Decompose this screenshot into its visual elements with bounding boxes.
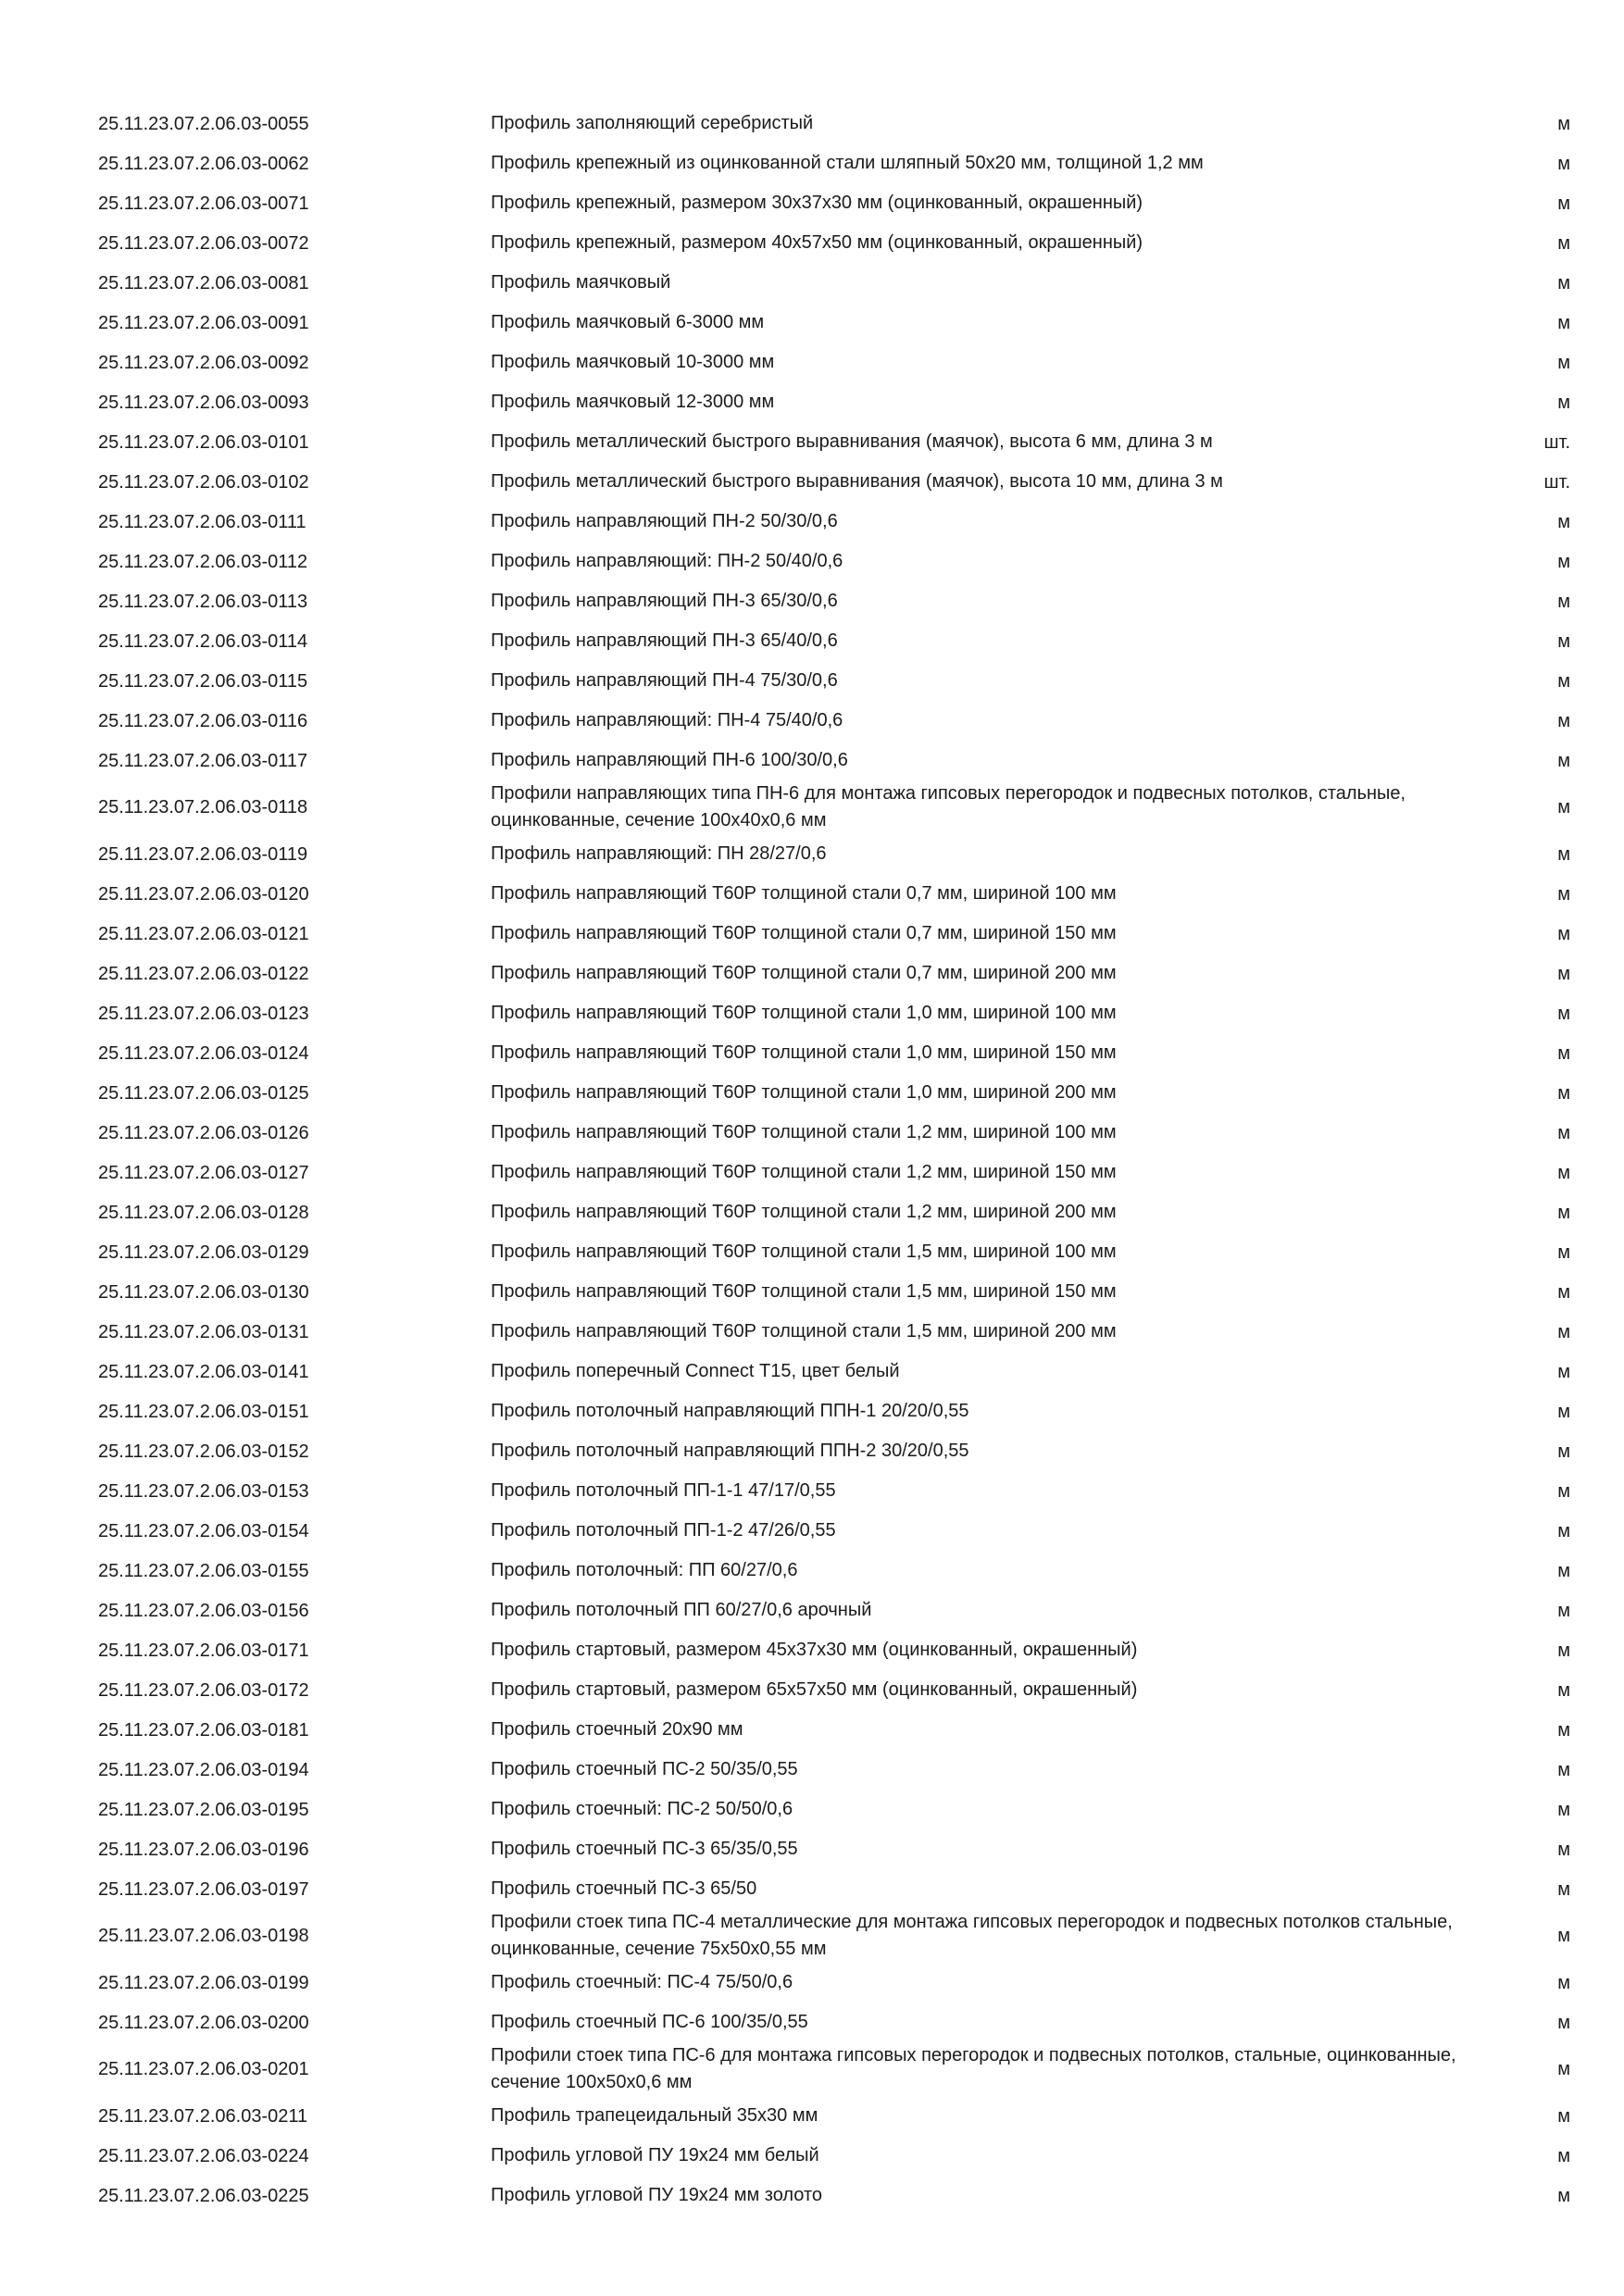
item-name: Профиль направляющий Т60Р толщиной стали 1,2 мм, шириной 200 мм [491,1202,1117,1222]
item-code: 25.11.23.07.2.06.03-0129 [98,1242,309,1263]
table-row [98,1431,1570,1471]
table-row [98,914,1570,954]
item-unit: м [1557,1799,1570,1820]
item-unit: м [1557,551,1570,572]
item-name: Профиль направляющий: ПН-2 50/40/0,6 [491,551,843,571]
table-row [98,1471,1570,1511]
item-code: 25.11.23.07.2.06.03-0194 [98,1759,309,1780]
item-unit: м [1557,352,1570,373]
item-name: Профиль стоечный 20х90 мм [491,1719,743,1740]
item-code: 25.11.23.07.2.06.03-0123 [98,1003,309,1024]
item-name: Профиль направляющий Т60Р толщиной стали 1,5 мм, шириной 150 мм [491,1281,1117,1302]
item-code: 25.11.23.07.2.06.03-0199 [98,1972,309,1993]
item-unit: м [1557,153,1570,174]
item-code: 25.11.23.07.2.06.03-0131 [98,1321,309,1342]
item-name: Профиль потолочный направляющий ППН-2 30/20/0,55 [491,1441,969,1461]
table-row [98,1312,1570,1352]
table-row [98,104,1570,144]
item-name: Профиль направляющий: ПН-4 75/40/0,6 [491,710,843,730]
item-code: 25.11.23.07.2.06.03-0115 [98,670,308,692]
item-code: 25.11.23.07.2.06.03-0124 [98,1042,309,1064]
table-row [98,343,1570,382]
item-name: Профиль стоечный ПС-3 65/50 [491,1878,757,1899]
table-row [98,661,1570,701]
item-code: 25.11.23.07.2.06.03-0101 [98,431,309,453]
item-code: 25.11.23.07.2.06.03-0111 [98,511,306,532]
table-row [98,2176,1570,2215]
table-row [98,874,1570,914]
table-row [98,741,1570,780]
item-name: Профиль направляющий ПН-2 50/30/0,6 [491,511,838,531]
item-unit: м [1557,1361,1570,1382]
table-row [98,1033,1570,1073]
item-name: Профиль угловой ПУ 19х24 мм золото [491,2185,823,2205]
item-name: Профиль стоечный: ПС-4 75/50/0,6 [491,1972,793,1992]
item-name: Профиль крепежный, размером 30х37х30 мм (оцинкованный, окрашенный) [491,193,1143,213]
item-code: 25.11.23.07.2.06.03-0081 [98,272,309,293]
item-unit: м [1557,2012,1570,2033]
item-name: Профиль потолочный: ПП 60/27/0,6 [491,1560,798,1580]
item-code: 25.11.23.07.2.06.03-0128 [98,1202,309,1223]
item-code: 25.11.23.07.2.06.03-0114 [98,630,308,652]
table-row [98,1963,1570,2003]
item-code: 25.11.23.07.2.06.03-0125 [98,1082,309,1104]
item-name: Профиль направляющий ПН-3 65/40/0,6 [491,630,838,651]
table-row [98,1073,1570,1113]
item-unit: м [1557,1839,1570,1860]
item-code: 25.11.23.07.2.06.03-0198 [98,1926,309,1946]
table-row [98,2136,1570,2176]
item-unit: м [1557,1441,1570,1462]
item-name: Профиль маячковый 6-3000 мм [491,312,765,332]
table-row [98,1391,1570,1431]
item-unit: м [1557,2185,1570,2206]
item-name: Профиль стоечный: ПС-2 50/50/0,6 [491,1799,793,1819]
item-code: 25.11.23.07.2.06.03-0093 [98,392,309,413]
item-name: Профиль стартовый, размером 65х57х50 мм (оцинкованный, окрашенный) [491,1679,1138,1700]
item-unit: м [1557,2105,1570,2127]
table-row [98,462,1570,502]
item-name: Профиль потолочный ПП-1-2 47/26/0,55 [491,1520,836,1541]
item-name: Профиль металлический быстрого выравнивания (маячок), высота 6 мм, длина 3 м [491,431,1213,452]
table-row [98,1630,1570,1670]
item-unit: м [1557,232,1570,254]
item-unit: м [1557,1640,1570,1661]
item-unit: м [1557,312,1570,333]
table-row [98,502,1570,542]
item-code: 25.11.23.07.2.06.03-0071 [98,193,309,214]
table-row [98,382,1570,422]
item-unit: м [1557,591,1570,612]
table-row [98,1591,1570,1630]
item-name: Профиль направляющий: ПН 28/27/0,6 [491,843,827,864]
item-code: 25.11.23.07.2.06.03-0092 [98,352,309,373]
materials-table [98,104,1570,2215]
item-unit: м [1557,883,1570,905]
item-name: Профили стоек типа ПС-6 для монтажа гипсовых перегородок и подвесных потолков, стальные, оцинкованные, сечение 100х50х0,6 мм [491,2045,1456,2092]
item-unit: м [1557,193,1570,214]
item-code: 25.11.23.07.2.06.03-0112 [98,551,308,572]
item-name: Профиль направляющий Т60Р толщиной стали 1,5 мм, шириной 200 мм [491,1321,1117,1341]
item-unit: м [1557,1560,1570,1581]
item-name: Профиль заполняющий серебристый [491,113,814,133]
item-unit: м [1557,1401,1570,1422]
item-code: 25.11.23.07.2.06.03-0117 [98,750,308,771]
item-name: Профиль потолочный ПП-1-1 47/17/0,55 [491,1480,836,1501]
item-code: 25.11.23.07.2.06.03-0121 [98,923,309,944]
table-row [98,542,1570,581]
table-row [98,1909,1570,1963]
item-unit: м [1557,1719,1570,1741]
table-row [98,1790,1570,1829]
table-row [98,183,1570,223]
item-unit: м [1557,923,1570,944]
item-name: Профиль поперечный Connect Т15, цвет белый [491,1361,900,1381]
table-row [98,1869,1570,1909]
item-name: Профиль маячковый 10-3000 мм [491,352,775,372]
item-name: Профиль направляющий Т60Р толщиной стали 1,0 мм, шириной 150 мм [491,1042,1117,1063]
table-row [98,2096,1570,2136]
item-code: 25.11.23.07.2.06.03-0200 [98,2012,309,2033]
item-unit: шт. [1543,471,1570,493]
item-name: Профиль маячковый [491,272,671,293]
table-row [98,954,1570,993]
item-name: Профиль крепежный, размером 40х57х50 мм (оцинкованный, окрашенный) [491,232,1143,253]
table-row [98,621,1570,661]
item-code: 25.11.23.07.2.06.03-0116 [98,710,308,731]
table-row [98,1272,1570,1312]
item-unit: м [1557,710,1570,731]
item-unit: м [1557,1759,1570,1780]
item-unit: м [1557,1162,1570,1183]
item-name: Профиль направляющий Т60Р толщиной стали 0,7 мм, шириной 150 мм [491,923,1117,943]
table-row [98,780,1570,834]
item-name: Профиль потолочный ПП 60/27/0,6 арочный [491,1600,872,1620]
item-unit: м [1557,1679,1570,1701]
table-row [98,1232,1570,1272]
item-code: 25.11.23.07.2.06.03-0118 [98,797,308,817]
item-unit: м [1557,272,1570,293]
item-unit: м [1557,1321,1570,1342]
item-unit: м [1557,1878,1570,1900]
item-unit: м [1557,1281,1570,1303]
table-row [98,1551,1570,1591]
item-unit: м [1557,1003,1570,1024]
item-unit: м [1557,670,1570,692]
item-code: 25.11.23.07.2.06.03-0195 [98,1799,309,1820]
item-code: 25.11.23.07.2.06.03-0197 [98,1878,309,1900]
item-code: 25.11.23.07.2.06.03-0113 [98,591,308,612]
item-code: 25.11.23.07.2.06.03-0181 [98,1719,309,1741]
table-row [98,1511,1570,1551]
item-code: 25.11.23.07.2.06.03-0122 [98,963,309,984]
item-code: 25.11.23.07.2.06.03-0171 [98,1640,309,1661]
table-row [98,1113,1570,1153]
table-row [98,1670,1570,1710]
item-code: 25.11.23.07.2.06.03-0130 [98,1281,309,1303]
item-unit: м [1557,843,1570,865]
item-name: Профиль направляющий Т60Р толщиной стали 0,7 мм, шириной 100 мм [491,883,1117,904]
item-code: 25.11.23.07.2.06.03-0153 [98,1480,309,1502]
item-code: 25.11.23.07.2.06.03-0120 [98,883,309,905]
table-row [98,1192,1570,1232]
item-unit: м [1557,1082,1570,1104]
item-code: 25.11.23.07.2.06.03-0151 [98,1401,309,1422]
item-code: 25.11.23.07.2.06.03-0196 [98,1839,309,1860]
item-unit: м [1557,2059,1570,2079]
table-row [98,223,1570,263]
item-unit: м [1557,750,1570,771]
table-row [98,581,1570,621]
table-row [98,144,1570,183]
item-unit: шт. [1543,431,1570,453]
item-unit: м [1557,1972,1570,1993]
item-name: Профиль направляющий Т60Р толщиной стали 0,7 мм, шириной 200 мм [491,963,1117,983]
item-unit: м [1557,1480,1570,1502]
table-row [98,834,1570,874]
item-code: 25.11.23.07.2.06.03-0211 [98,2105,308,2127]
item-unit: м [1557,1242,1570,1263]
table-row [98,701,1570,741]
item-code: 25.11.23.07.2.06.03-0155 [98,1560,309,1581]
item-unit: м [1557,113,1570,134]
item-name: Профиль стоечный ПС-6 100/35/0,55 [491,2012,808,2032]
table-row [98,1750,1570,1790]
item-name: Профиль направляющий Т60Р толщиной стали 1,2 мм, шириной 100 мм [491,1122,1117,1142]
item-name: Профиль крепежный из оцинкованной стали шляпный 50х20 мм, толщиной 1,2 мм [491,153,1204,173]
item-unit: м [1557,1202,1570,1223]
item-name: Профиль направляющий Т60Р толщиной стали 1,0 мм, шириной 200 мм [491,1082,1117,1103]
item-unit: м [1557,797,1570,817]
item-code: 25.11.23.07.2.06.03-0141 [98,1361,309,1382]
item-unit: м [1557,392,1570,413]
item-code: 25.11.23.07.2.06.03-0055 [98,113,309,134]
table-row [98,1352,1570,1391]
table-row [98,993,1570,1033]
table-row [98,2003,1570,2042]
item-name: Профиль стартовый, размером 45х37х30 мм (оцинкованный, окрашенный) [491,1640,1138,1660]
item-code: 25.11.23.07.2.06.03-0152 [98,1441,309,1462]
item-name: Профиль направляющий Т60Р толщиной стали 1,2 мм, шириной 150 мм [491,1162,1117,1182]
item-code: 25.11.23.07.2.06.03-0172 [98,1679,309,1701]
item-name: Профиль направляющий Т60Р толщиной стали 1,0 мм, шириной 100 мм [491,1003,1117,1023]
item-code: 25.11.23.07.2.06.03-0102 [98,471,309,493]
item-code: 25.11.23.07.2.06.03-0224 [98,2145,309,2166]
item-code: 25.11.23.07.2.06.03-0156 [98,1600,309,1621]
item-name: Профиль направляющий Т60Р толщиной стали 1,5 мм, шириной 100 мм [491,1242,1117,1262]
item-code: 25.11.23.07.2.06.03-0154 [98,1520,309,1541]
item-name: Профиль угловой ПУ 19х24 мм белый [491,2145,819,2165]
item-unit: м [1557,1122,1570,1143]
item-code: 25.11.23.07.2.06.03-0091 [98,312,309,333]
item-unit: м [1557,630,1570,652]
item-code: 25.11.23.07.2.06.03-0225 [98,2185,309,2206]
item-name: Профиль направляющий ПН-4 75/30/0,6 [491,670,838,691]
table-row [98,263,1570,303]
item-name: Профили направляющих типа ПН-6 для монтажа гипсовых перегородок и подвесных потолков, стальные, оцинкованные, сечение 100х40х0,6 мм [491,783,1406,830]
item-code: 25.11.23.07.2.06.03-0127 [98,1162,309,1183]
item-code: 25.11.23.07.2.06.03-0119 [98,843,308,865]
item-name: Профиль стоечный ПС-3 65/35/0,55 [491,1839,798,1859]
item-unit: м [1557,1926,1570,1946]
item-name: Профиль направляющий ПН-3 65/30/0,6 [491,591,838,611]
item-unit: м [1557,511,1570,532]
item-unit: м [1557,2145,1570,2166]
item-unit: м [1557,963,1570,984]
table-row [98,1710,1570,1750]
item-name: Профиль маячковый 12-3000 мм [491,392,775,412]
item-code: 25.11.23.07.2.06.03-0072 [98,232,309,254]
item-name: Профили стоек типа ПС-4 металлические для монтажа гипсовых перегородок и подвесных потолков стальные, оцинкованные, сечение 75х50х0,55 мм [491,1912,1453,1959]
item-code: 25.11.23.07.2.06.03-0201 [98,2059,309,2079]
table-row [98,1829,1570,1869]
item-unit: м [1557,1520,1570,1541]
table-row [98,422,1570,462]
item-name: Профиль потолочный направляющий ППН-1 20/20/0,55 [491,1401,969,1421]
item-unit: м [1557,1042,1570,1064]
item-name: Профиль направляющий ПН-6 100/30/0,6 [491,750,848,770]
item-code: 25.11.23.07.2.06.03-0126 [98,1122,309,1143]
item-name: Профиль стоечный ПС-2 50/35/0,55 [491,1759,798,1779]
table-row [98,2042,1570,2096]
table-row [98,303,1570,343]
item-unit: м [1557,1600,1570,1621]
table-row [98,1153,1570,1192]
item-code: 25.11.23.07.2.06.03-0062 [98,153,309,174]
item-name: Профиль трапецеидальный 35х30 мм [491,2105,818,2126]
item-name: Профиль металлический быстрого выравнивания (маячок), высота 10 мм, длина 3 м [491,471,1223,492]
